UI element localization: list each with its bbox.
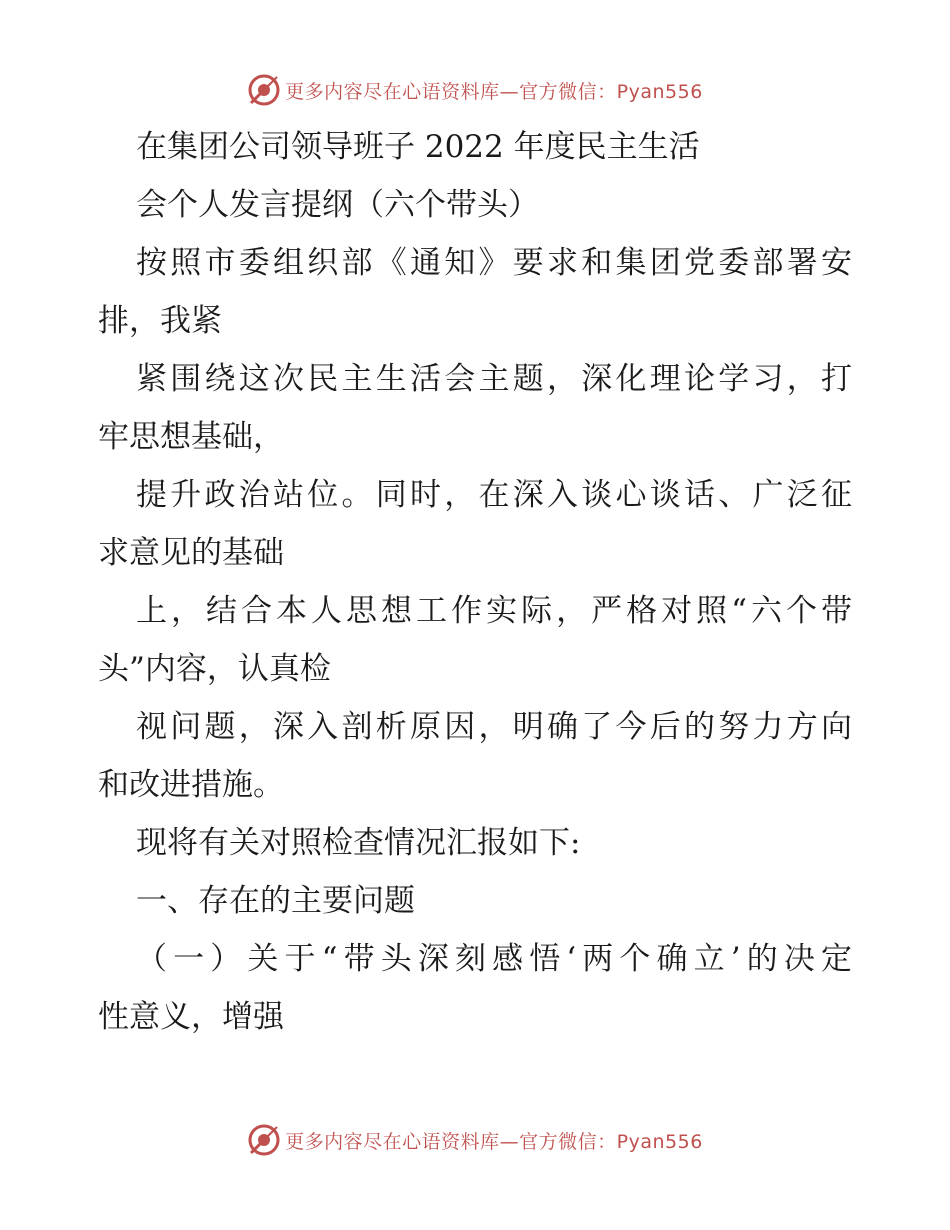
paragraph-line: 提升政治站位。同时，在深入谈心谈话、广泛征 (136, 477, 852, 513)
paragraph-line: 头”内容，认真检 (98, 651, 331, 687)
paragraph-line: 视问题，深入剖析原因，明确了今后的努力方向 (136, 709, 852, 745)
paragraph-line: 现将有关对照检查情况汇报如下: (136, 825, 581, 861)
watermark-text: 更多内容尽在心语资料库—官方微信：Pyan556 (285, 80, 703, 103)
watermark-text: 更多内容尽在心语资料库—官方微信：Pyan556 (285, 1130, 703, 1153)
subsection-heading: 性意义，增强 (98, 999, 284, 1035)
paragraph-line: 上，结合本人思想工作实际，严格对照“六个带 (136, 593, 852, 629)
paragraph-line: 紧围绕这次民主生活会主题，深化理论学习，打 (136, 361, 852, 397)
header-watermark (0, 70, 950, 110)
section-heading: 一、存在的主要问题 (136, 883, 415, 919)
paragraph-line: 排，我紧 (98, 303, 222, 339)
subsection-heading: （一）关于“带头深刻感悟‘两个确立’的决定 (136, 941, 852, 977)
paragraph-line: 牢思想基础， (98, 419, 284, 455)
title-line-1: 在集团公司领导班子 2022 年度民主生活 (136, 129, 700, 165)
document-body (98, 118, 852, 1046)
paragraph-line: 按照市委组织部《通知》要求和集团党委部署安 (136, 245, 852, 281)
title-line-2: 会个人发言提纲（六个带头） (136, 187, 539, 223)
footer-watermark (0, 1120, 950, 1160)
pen-circle-logo-icon (247, 73, 281, 107)
paragraph-line: 和改进措施。 (98, 767, 284, 803)
paragraph-line: 求意见的基础 (98, 535, 284, 571)
pen-circle-logo-icon (247, 1123, 281, 1157)
